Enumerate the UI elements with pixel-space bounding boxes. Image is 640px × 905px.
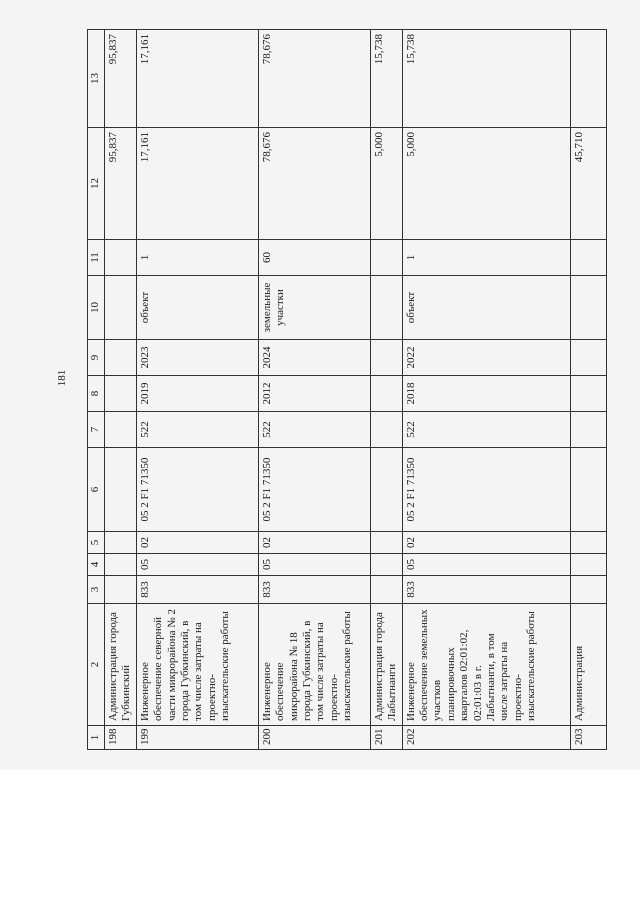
cell-amount: 5,000 bbox=[370, 128, 402, 240]
header-cell: 13 bbox=[88, 30, 105, 128]
cell bbox=[370, 340, 402, 376]
cell: 833 bbox=[258, 576, 370, 604]
cell-amount bbox=[570, 30, 606, 128]
table-row bbox=[136, 30, 258, 750]
table-row bbox=[258, 30, 370, 750]
cell-amount: 78,676 bbox=[258, 30, 370, 128]
cell bbox=[105, 340, 137, 376]
cell bbox=[105, 276, 137, 340]
cell: 833 bbox=[136, 576, 258, 604]
cell: 05 2 F1 71350 bbox=[136, 448, 258, 532]
header-cell: 7 bbox=[88, 412, 105, 448]
cell bbox=[570, 448, 606, 532]
cell bbox=[370, 276, 402, 340]
header-cell: 9 bbox=[88, 340, 105, 376]
row-description: Инженерное обеспечение земельных участков планировочных кварталов 02:01:02, 02:01:03 в г. Лабытнанги, в том числе затраты на проектно-изыскательские работы bbox=[402, 604, 570, 726]
cell: 05 bbox=[258, 554, 370, 576]
cell-amount: 5,000 bbox=[402, 128, 570, 240]
row-description: Администрация города Лабытнанги bbox=[370, 604, 402, 726]
cell: 1 bbox=[136, 240, 258, 276]
row-description: Администрация bbox=[570, 604, 606, 726]
cell: 2023 bbox=[136, 340, 258, 376]
cell: 05 bbox=[136, 554, 258, 576]
cell-amount: 17,161 bbox=[136, 128, 258, 240]
table-header-row bbox=[88, 30, 105, 750]
row-number: 200 bbox=[258, 726, 370, 750]
cell bbox=[570, 376, 606, 412]
cell: 02 bbox=[258, 532, 370, 554]
cell bbox=[370, 554, 402, 576]
cell bbox=[370, 448, 402, 532]
header-cell: 4 bbox=[88, 554, 105, 576]
cell: 522 bbox=[136, 412, 258, 448]
table-row bbox=[105, 30, 137, 750]
cell: объект bbox=[402, 276, 570, 340]
cell bbox=[105, 554, 137, 576]
cell-amount: 95,837 bbox=[105, 30, 137, 128]
cell-amount: 95,837 bbox=[105, 128, 137, 240]
cell bbox=[105, 376, 137, 412]
header-cell: 2 bbox=[88, 604, 105, 726]
cell: 2012 bbox=[258, 376, 370, 412]
cell: 02 bbox=[136, 532, 258, 554]
cell: 02 bbox=[402, 532, 570, 554]
cell bbox=[570, 412, 606, 448]
cell: 2018 bbox=[402, 376, 570, 412]
cell bbox=[570, 240, 606, 276]
budget-table bbox=[87, 29, 607, 750]
cell: земельные участки bbox=[258, 276, 370, 340]
cell: объект bbox=[136, 276, 258, 340]
header-cell: 3 bbox=[88, 576, 105, 604]
cell bbox=[370, 240, 402, 276]
cell bbox=[105, 448, 137, 532]
header-cell: 5 bbox=[88, 532, 105, 554]
row-number: 203 bbox=[570, 726, 606, 750]
cell: 833 bbox=[402, 576, 570, 604]
table-area bbox=[87, 34, 607, 750]
cell-amount: 15,738 bbox=[370, 30, 402, 128]
cell bbox=[105, 532, 137, 554]
row-description: Инженерное обеспечение микрорайона № 18 города Губкинский, в том числе затраты на проектно-изыскательские работы bbox=[258, 604, 370, 726]
row-description: Администрация города Губкинский bbox=[105, 604, 137, 726]
header-cell: 6 bbox=[88, 448, 105, 532]
cell bbox=[105, 576, 137, 604]
cell: 05 2 F1 71350 bbox=[402, 448, 570, 532]
cell: 05 2 F1 71350 bbox=[258, 448, 370, 532]
table-row bbox=[570, 30, 606, 750]
cell bbox=[570, 276, 606, 340]
cell: 2024 bbox=[258, 340, 370, 376]
table-row bbox=[370, 30, 402, 750]
cell: 05 bbox=[402, 554, 570, 576]
row-description: Инженерное обеспечение северной части микрорайона № 2 города Губкинский, в том числе затраты на проектно-изыскательские работы bbox=[136, 604, 258, 726]
header-cell: 12 bbox=[88, 128, 105, 240]
cell bbox=[370, 376, 402, 412]
cell: 2022 bbox=[402, 340, 570, 376]
table-row bbox=[402, 30, 570, 750]
cell: 522 bbox=[402, 412, 570, 448]
cell bbox=[570, 340, 606, 376]
header-cell: 11 bbox=[88, 240, 105, 276]
row-number: 202 bbox=[402, 726, 570, 750]
header-cell: 1 bbox=[88, 726, 105, 750]
cell bbox=[370, 412, 402, 448]
cell bbox=[370, 576, 402, 604]
row-number: 198 bbox=[105, 726, 137, 750]
cell bbox=[570, 554, 606, 576]
cell-amount: 15,738 bbox=[402, 30, 570, 128]
cell: 60 bbox=[258, 240, 370, 276]
page-number: 181 bbox=[56, 369, 68, 387]
cell bbox=[105, 240, 137, 276]
row-number: 201 bbox=[370, 726, 402, 750]
header-cell: 10 bbox=[88, 276, 105, 340]
cell: 2019 bbox=[136, 376, 258, 412]
cell-amount: 45,710 bbox=[570, 128, 606, 240]
cell-amount: 78,676 bbox=[258, 128, 370, 240]
cell bbox=[570, 532, 606, 554]
cell bbox=[570, 576, 606, 604]
cell bbox=[370, 532, 402, 554]
cell: 522 bbox=[258, 412, 370, 448]
header-cell: 8 bbox=[88, 376, 105, 412]
cell-amount: 17,161 bbox=[136, 30, 258, 128]
cell: 1 bbox=[402, 240, 570, 276]
cell bbox=[105, 412, 137, 448]
row-number: 199 bbox=[136, 726, 258, 750]
